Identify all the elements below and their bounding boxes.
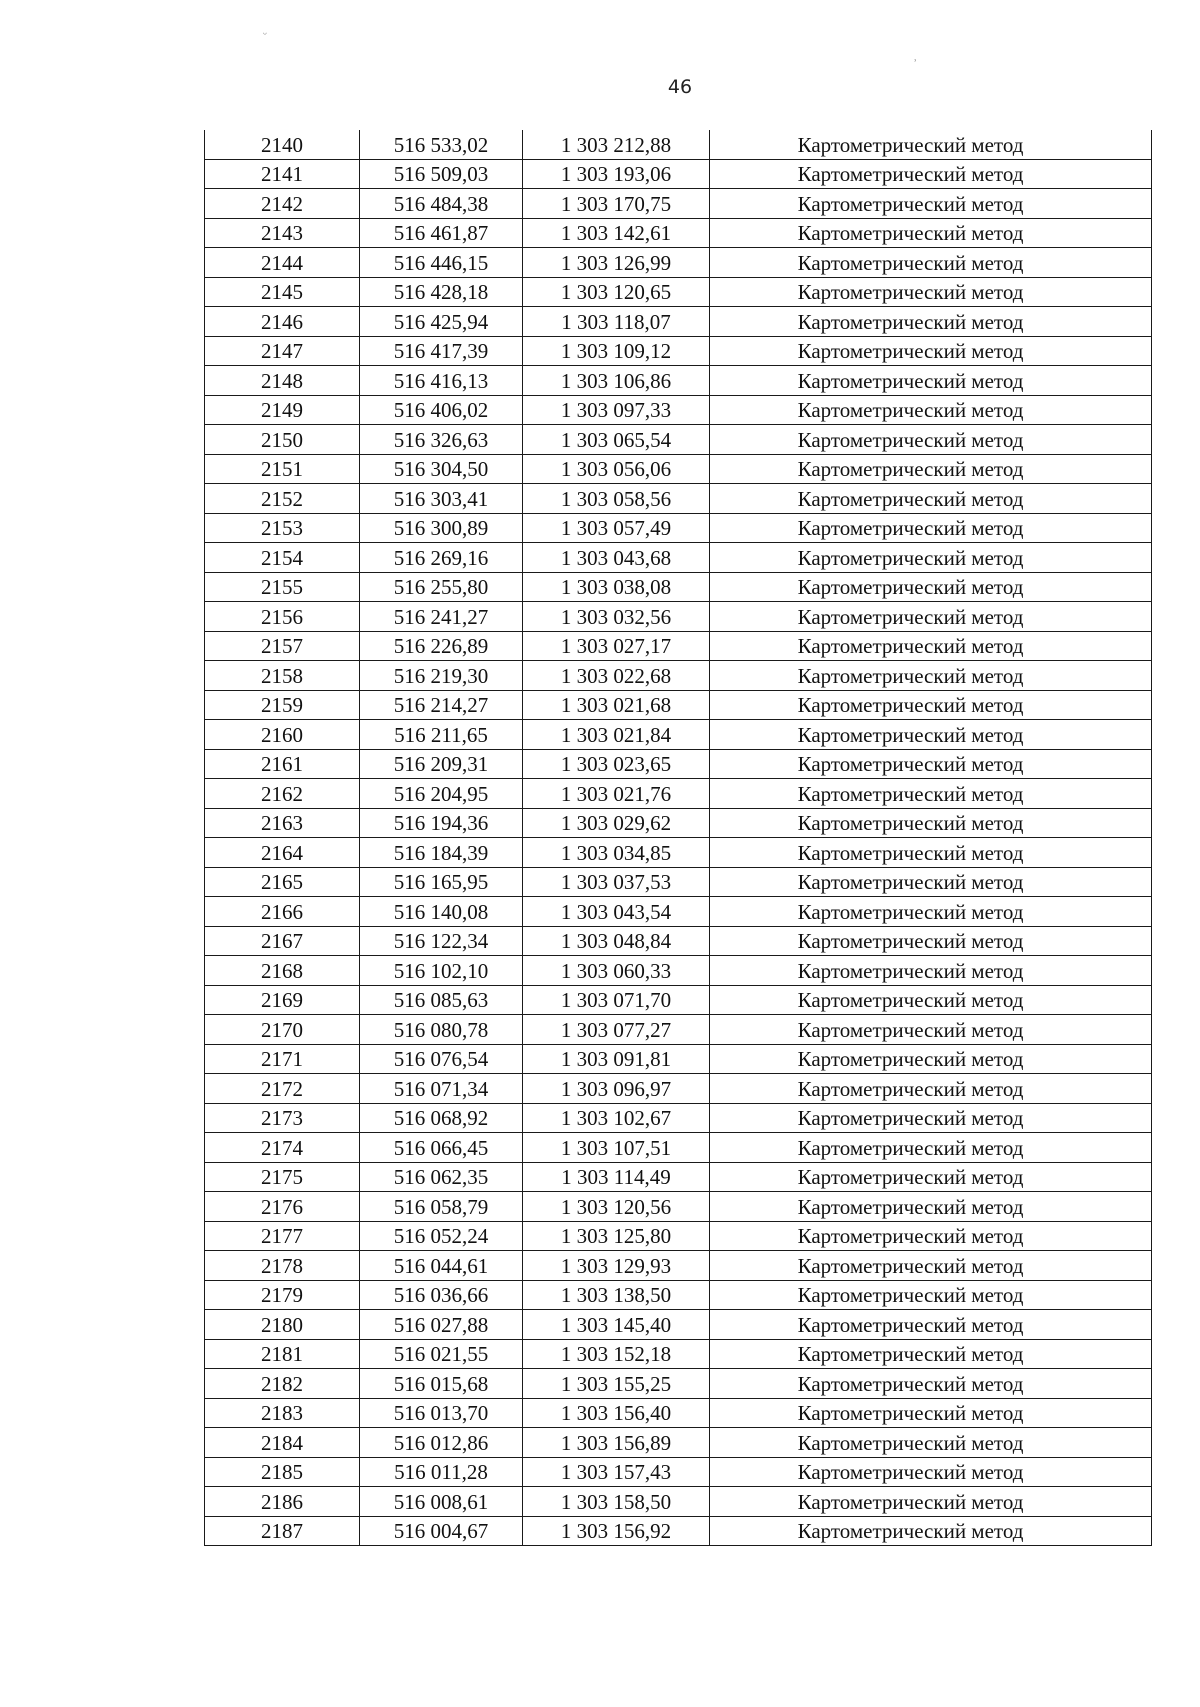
method-cell: Картометрический метод [710,189,1152,219]
point-number-cell: 2170 [205,1015,360,1045]
x-coordinate-cell: 516 428,18 [360,277,523,307]
y-coordinate-cell: 1 303 032,56 [523,602,710,632]
point-number-cell: 2155 [205,572,360,602]
point-number-cell: 2143 [205,218,360,248]
table-row [205,1221,1152,1251]
x-coordinate-cell: 516 076,54 [360,1044,523,1074]
method-cell: Картометрический метод [710,1103,1152,1133]
point-number-cell: 2171 [205,1044,360,1074]
x-coordinate-cell: 516 027,88 [360,1310,523,1340]
y-coordinate-cell: 1 303 129,93 [523,1251,710,1281]
table-row [205,602,1152,632]
table-row [205,838,1152,868]
y-coordinate-cell: 1 303 034,85 [523,838,710,868]
point-number-cell: 2150 [205,425,360,455]
y-coordinate-cell: 1 303 021,68 [523,690,710,720]
method-cell: Картометрический метод [710,985,1152,1015]
table-row [205,985,1152,1015]
y-coordinate-cell: 1 303 060,33 [523,956,710,986]
x-coordinate-cell: 516 036,66 [360,1280,523,1310]
method-cell: Картометрический метод [710,926,1152,956]
x-coordinate-cell: 516 013,70 [360,1398,523,1428]
y-coordinate-cell: 1 303 156,89 [523,1428,710,1458]
x-coordinate-cell: 516 226,89 [360,631,523,661]
x-coordinate-cell: 516 015,68 [360,1369,523,1399]
x-coordinate-cell: 516 071,34 [360,1074,523,1104]
point-number-cell: 2140 [205,130,360,159]
point-number-cell: 2160 [205,720,360,750]
x-coordinate-cell: 516 406,02 [360,395,523,425]
x-coordinate-cell: 516 255,80 [360,572,523,602]
method-cell: Картометрический метод [710,1044,1152,1074]
y-coordinate-cell: 1 303 145,40 [523,1310,710,1340]
point-number-cell: 2172 [205,1074,360,1104]
table-row [205,1133,1152,1163]
method-cell: Картометрический метод [710,1015,1152,1045]
method-cell: Картометрический метод [710,543,1152,573]
method-cell: Картометрический метод [710,897,1152,927]
scan-speck: ᵕ [263,30,268,41]
table-row [205,1074,1152,1104]
x-coordinate-cell: 516 241,27 [360,602,523,632]
y-coordinate-cell: 1 303 170,75 [523,189,710,219]
y-coordinate-cell: 1 303 102,67 [523,1103,710,1133]
x-coordinate-cell: 516 052,24 [360,1221,523,1251]
point-number-cell: 2154 [205,543,360,573]
y-coordinate-cell: 1 303 038,08 [523,572,710,602]
table-row [205,1516,1152,1546]
method-cell: Картометрический метод [710,631,1152,661]
y-coordinate-cell: 1 303 091,81 [523,1044,710,1074]
y-coordinate-cell: 1 303 120,56 [523,1192,710,1222]
point-number-cell: 2174 [205,1133,360,1163]
table-row [205,572,1152,602]
table-row [205,484,1152,514]
page-number: 46 [667,76,693,98]
point-number-cell: 2162 [205,779,360,809]
x-coordinate-cell: 516 417,39 [360,336,523,366]
point-number-cell: 2151 [205,454,360,484]
point-number-cell: 2142 [205,189,360,219]
table-row [205,395,1152,425]
coordinates-table [204,130,1152,1546]
point-number-cell: 2168 [205,956,360,986]
point-number-cell: 2175 [205,1162,360,1192]
y-coordinate-cell: 1 303 120,65 [523,277,710,307]
method-cell: Картометрический метод [710,484,1152,514]
table-row [205,1339,1152,1369]
point-number-cell: 2177 [205,1221,360,1251]
y-coordinate-cell: 1 303 027,17 [523,631,710,661]
y-coordinate-cell: 1 303 037,53 [523,867,710,897]
table-row [205,779,1152,809]
x-coordinate-cell: 516 533,02 [360,130,523,159]
point-number-cell: 2181 [205,1339,360,1369]
method-cell: Картометрический метод [710,1398,1152,1428]
method-cell: Картометрический метод [710,425,1152,455]
y-coordinate-cell: 1 303 071,70 [523,985,710,1015]
x-coordinate-cell: 516 011,28 [360,1457,523,1487]
scan-speck: ˒ [914,56,918,67]
method-cell: Картометрический метод [710,1162,1152,1192]
point-number-cell: 2149 [205,395,360,425]
x-coordinate-cell: 516 062,35 [360,1162,523,1192]
x-coordinate-cell: 516 461,87 [360,218,523,248]
method-cell: Картометрический метод [710,808,1152,838]
y-coordinate-cell: 1 303 156,40 [523,1398,710,1428]
method-cell: Картометрический метод [710,749,1152,779]
x-coordinate-cell: 516 085,63 [360,985,523,1015]
y-coordinate-cell: 1 303 057,49 [523,513,710,543]
x-coordinate-cell: 516 184,39 [360,838,523,868]
point-number-cell: 2156 [205,602,360,632]
y-coordinate-cell: 1 303 109,12 [523,336,710,366]
x-coordinate-cell: 516 058,79 [360,1192,523,1222]
method-cell: Картометрический метод [710,867,1152,897]
y-coordinate-cell: 1 303 142,61 [523,218,710,248]
table-row [205,1015,1152,1045]
point-number-cell: 2165 [205,867,360,897]
point-number-cell: 2186 [205,1487,360,1517]
table-row [205,897,1152,927]
y-coordinate-cell: 1 303 125,80 [523,1221,710,1251]
point-number-cell: 2146 [205,307,360,337]
method-cell: Картометрический метод [710,366,1152,396]
x-coordinate-cell: 516 140,08 [360,897,523,927]
x-coordinate-cell: 516 194,36 [360,808,523,838]
y-coordinate-cell: 1 303 157,43 [523,1457,710,1487]
table-row [205,1251,1152,1281]
y-coordinate-cell: 1 303 023,65 [523,749,710,779]
x-coordinate-cell: 516 304,50 [360,454,523,484]
method-cell: Картометрический метод [710,1487,1152,1517]
point-number-cell: 2153 [205,513,360,543]
y-coordinate-cell: 1 303 029,62 [523,808,710,838]
method-cell: Картометрический метод [710,395,1152,425]
table-row [205,248,1152,278]
method-cell: Картометрический метод [710,720,1152,750]
method-cell: Картометрический метод [710,602,1152,632]
x-coordinate-cell: 516 303,41 [360,484,523,514]
point-number-cell: 2185 [205,1457,360,1487]
method-cell: Картометрический метод [710,1369,1152,1399]
y-coordinate-cell: 1 303 138,50 [523,1280,710,1310]
table-row [205,513,1152,543]
method-cell: Картометрический метод [710,779,1152,809]
method-cell: Картометрический метод [710,956,1152,986]
point-number-cell: 2169 [205,985,360,1015]
y-coordinate-cell: 1 303 114,49 [523,1162,710,1192]
method-cell: Картометрический метод [710,218,1152,248]
method-cell: Картометрический метод [710,1310,1152,1340]
table-row [205,159,1152,189]
point-number-cell: 2176 [205,1192,360,1222]
method-cell: Картометрический метод [710,1192,1152,1222]
table-row [205,1103,1152,1133]
x-coordinate-cell: 516 446,15 [360,248,523,278]
point-number-cell: 2183 [205,1398,360,1428]
method-cell: Картометрический метод [710,336,1152,366]
table-row [205,543,1152,573]
y-coordinate-cell: 1 303 096,97 [523,1074,710,1104]
table-row [205,336,1152,366]
x-coordinate-cell: 516 066,45 [360,1133,523,1163]
method-cell: Картометрический метод [710,1133,1152,1163]
y-coordinate-cell: 1 303 077,27 [523,1015,710,1045]
y-coordinate-cell: 1 303 158,50 [523,1487,710,1517]
table-row [205,749,1152,779]
table-row [205,1487,1152,1517]
table-row [205,454,1152,484]
y-coordinate-cell: 1 303 022,68 [523,661,710,691]
table-row [205,366,1152,396]
x-coordinate-cell: 516 044,61 [360,1251,523,1281]
table-row [205,808,1152,838]
table-row [205,189,1152,219]
x-coordinate-cell: 516 211,65 [360,720,523,750]
method-cell: Картометрический метод [710,661,1152,691]
y-coordinate-cell: 1 303 058,56 [523,484,710,514]
table-row [205,1162,1152,1192]
y-coordinate-cell: 1 303 193,06 [523,159,710,189]
y-coordinate-cell: 1 303 043,54 [523,897,710,927]
y-coordinate-cell: 1 303 106,86 [523,366,710,396]
point-number-cell: 2178 [205,1251,360,1281]
table-row [205,1310,1152,1340]
method-cell: Картометрический метод [710,159,1152,189]
y-coordinate-cell: 1 303 107,51 [523,1133,710,1163]
method-cell: Картометрический метод [710,1280,1152,1310]
point-number-cell: 2187 [205,1516,360,1546]
method-cell: Картометрический метод [710,1457,1152,1487]
x-coordinate-cell: 516 509,03 [360,159,523,189]
point-number-cell: 2159 [205,690,360,720]
y-coordinate-cell: 1 303 126,99 [523,248,710,278]
method-cell: Картометрический метод [710,1251,1152,1281]
point-number-cell: 2179 [205,1280,360,1310]
point-number-cell: 2166 [205,897,360,927]
point-number-cell: 2184 [205,1428,360,1458]
x-coordinate-cell: 516 219,30 [360,661,523,691]
y-coordinate-cell: 1 303 156,92 [523,1516,710,1546]
table-row [205,277,1152,307]
y-coordinate-cell: 1 303 118,07 [523,307,710,337]
table-row [205,720,1152,750]
x-coordinate-cell: 516 269,16 [360,543,523,573]
point-number-cell: 2147 [205,336,360,366]
method-cell: Картометрический метод [710,1339,1152,1369]
table-row [205,218,1152,248]
table-row [205,926,1152,956]
x-coordinate-cell: 516 204,95 [360,779,523,809]
method-cell: Картометрический метод [710,1516,1152,1546]
table-row [205,1280,1152,1310]
y-coordinate-cell: 1 303 155,25 [523,1369,710,1399]
x-coordinate-cell: 516 300,89 [360,513,523,543]
table-row [205,1428,1152,1458]
point-number-cell: 2144 [205,248,360,278]
x-coordinate-cell: 516 012,86 [360,1428,523,1458]
x-coordinate-cell: 516 021,55 [360,1339,523,1369]
method-cell: Картометрический метод [710,307,1152,337]
point-number-cell: 2180 [205,1310,360,1340]
y-coordinate-cell: 1 303 152,18 [523,1339,710,1369]
x-coordinate-cell: 516 122,34 [360,926,523,956]
y-coordinate-cell: 1 303 021,84 [523,720,710,750]
table-row [205,956,1152,986]
method-cell: Картометрический метод [710,1428,1152,1458]
point-number-cell: 2148 [205,366,360,396]
x-coordinate-cell: 516 326,63 [360,425,523,455]
x-coordinate-cell: 516 102,10 [360,956,523,986]
y-coordinate-cell: 1 303 097,33 [523,395,710,425]
method-cell: Картометрический метод [710,572,1152,602]
x-coordinate-cell: 516 008,61 [360,1487,523,1517]
y-coordinate-cell: 1 303 065,54 [523,425,710,455]
table-row [205,1457,1152,1487]
point-number-cell: 2167 [205,926,360,956]
method-cell: Картометрический метод [710,1221,1152,1251]
y-coordinate-cell: 1 303 212,88 [523,130,710,159]
table-row [205,1369,1152,1399]
table-row [205,661,1152,691]
x-coordinate-cell: 516 004,67 [360,1516,523,1546]
table-row [205,631,1152,661]
point-number-cell: 2161 [205,749,360,779]
x-coordinate-cell: 516 484,38 [360,189,523,219]
x-coordinate-cell: 516 425,94 [360,307,523,337]
method-cell: Картометрический метод [710,690,1152,720]
table-row [205,867,1152,897]
y-coordinate-cell: 1 303 043,68 [523,543,710,573]
method-cell: Картометрический метод [710,277,1152,307]
point-number-cell: 2173 [205,1103,360,1133]
table-row [205,425,1152,455]
point-number-cell: 2152 [205,484,360,514]
point-number-cell: 2158 [205,661,360,691]
x-coordinate-cell: 516 068,92 [360,1103,523,1133]
table-row [205,1192,1152,1222]
y-coordinate-cell: 1 303 056,06 [523,454,710,484]
table-row [205,1044,1152,1074]
x-coordinate-cell: 516 080,78 [360,1015,523,1045]
point-number-cell: 2164 [205,838,360,868]
x-coordinate-cell: 516 416,13 [360,366,523,396]
y-coordinate-cell: 1 303 021,76 [523,779,710,809]
x-coordinate-cell: 516 214,27 [360,690,523,720]
point-number-cell: 2163 [205,808,360,838]
method-cell: Картометрический метод [710,130,1152,159]
point-number-cell: 2145 [205,277,360,307]
method-cell: Картометрический метод [710,454,1152,484]
method-cell: Картометрический метод [710,513,1152,543]
table-row [205,690,1152,720]
table-row [205,1398,1152,1428]
method-cell: Картометрический метод [710,1074,1152,1104]
table-row [205,130,1152,159]
y-coordinate-cell: 1 303 048,84 [523,926,710,956]
method-cell: Картометрический метод [710,248,1152,278]
x-coordinate-cell: 516 165,95 [360,867,523,897]
method-cell: Картометрический метод [710,838,1152,868]
point-number-cell: 2182 [205,1369,360,1399]
table-row [205,307,1152,337]
point-number-cell: 2157 [205,631,360,661]
point-number-cell: 2141 [205,159,360,189]
x-coordinate-cell: 516 209,31 [360,749,523,779]
